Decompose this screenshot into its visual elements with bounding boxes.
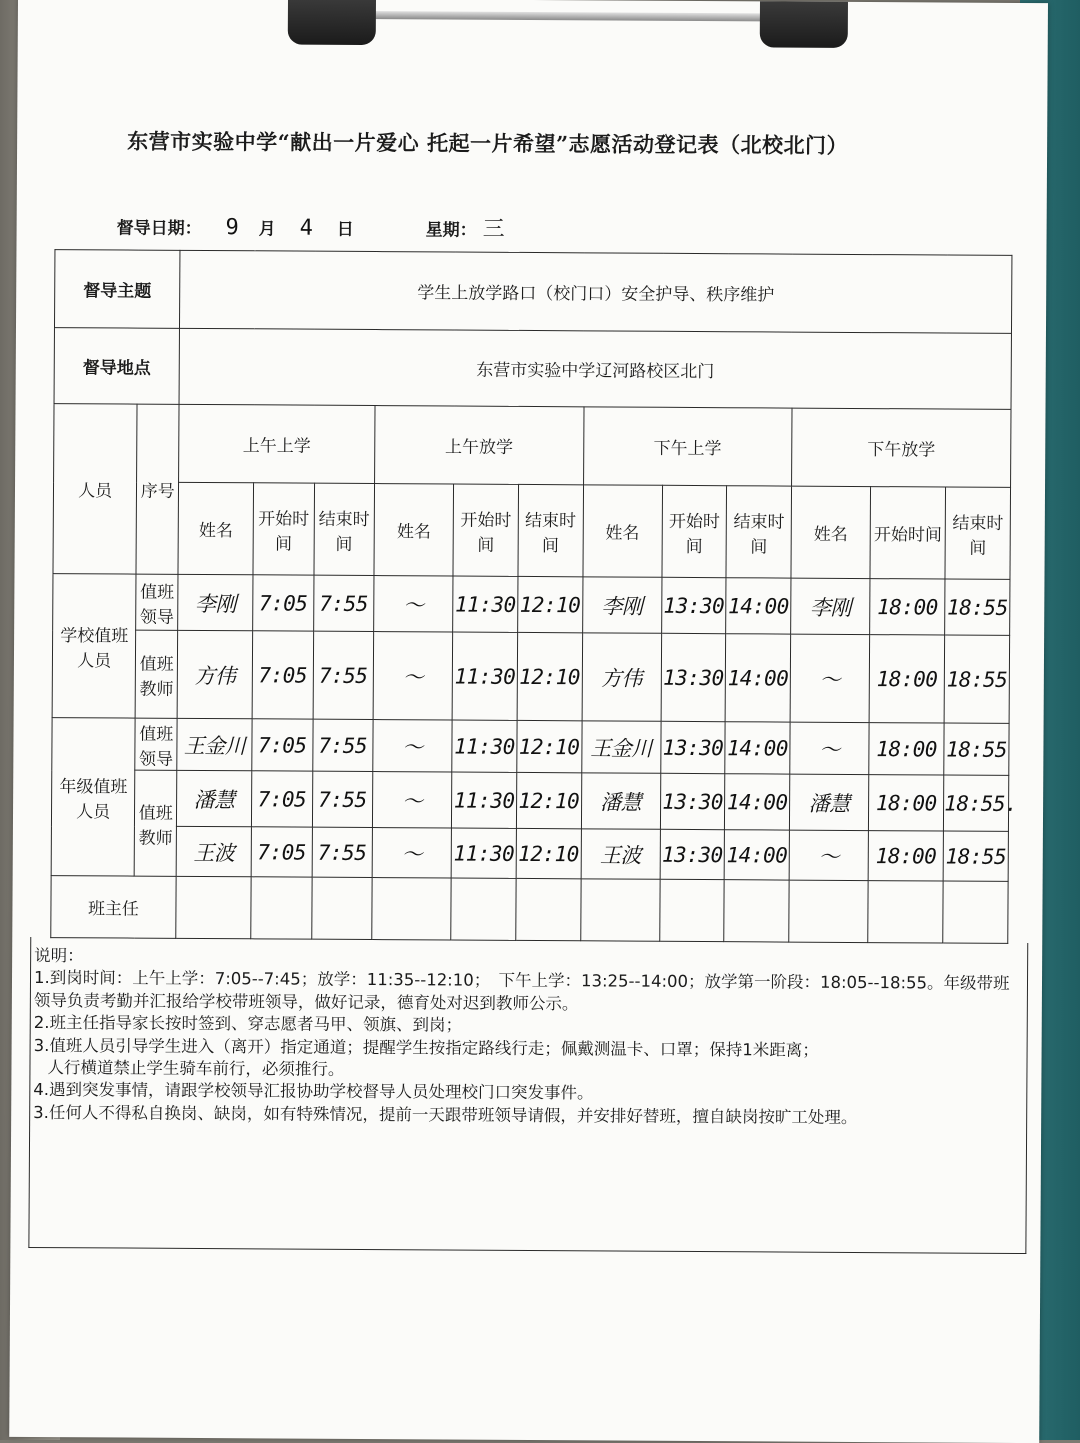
cell: 18:55 <box>944 635 1009 723</box>
cell-empty <box>943 881 1008 943</box>
cell: 11:30 <box>452 772 517 828</box>
place-row <box>54 328 1011 410</box>
cell: 〜 <box>373 720 453 772</box>
cell: 7:05 <box>253 575 314 631</box>
cell: 14:00 <box>725 774 790 830</box>
cell: 7:55 <box>313 575 374 631</box>
cell: 〜 <box>374 576 454 632</box>
note-item: 3.值班人员引导学生进入（离开）指定通道；提醒学生按指定路线行走；佩戴测温卡、口罩；保持1米距离； <box>33 1035 819 1060</box>
row-role: 值班领导 <box>136 574 178 630</box>
notes-heading: 说明： <box>34 945 84 966</box>
cell-empty <box>311 877 372 939</box>
name-header: 姓名 <box>374 484 454 576</box>
cell: 7:05 <box>252 771 313 827</box>
people-header: 人员 <box>53 404 137 575</box>
date-day: 4 <box>299 215 313 241</box>
cell: 方伟 <box>177 630 253 718</box>
cell: 李刚 <box>582 577 662 633</box>
cell: 13:30 <box>660 773 725 829</box>
cell: 11:30 <box>452 720 517 772</box>
row-role: 值班教师 <box>135 630 177 718</box>
note-item: 人行横道禁止学生骑车前行，必须推行。 <box>47 1058 345 1079</box>
period-header: 上午放学 <box>375 406 584 485</box>
cell: 14:00 <box>725 722 790 774</box>
cell: 18:00 <box>870 579 945 635</box>
register-table <box>50 249 1018 944</box>
theme-label: 督导主题 <box>54 250 180 329</box>
cell-empty <box>516 878 581 940</box>
row-role: 值班领导 <box>135 718 177 770</box>
table-row <box>51 826 1008 882</box>
cell-empty <box>372 878 452 940</box>
cell: 18:55 <box>943 831 1008 881</box>
cell: 18:00 <box>869 775 944 831</box>
cell: 18:55. <box>944 775 1009 831</box>
cell: 13:30 <box>661 633 726 721</box>
cell: 12:10 <box>516 828 581 878</box>
head-teacher-row <box>51 876 1008 944</box>
cell: 12:10 <box>516 772 581 828</box>
cell-empty <box>580 879 660 941</box>
start-header: 开始时间 <box>253 483 314 575</box>
cell: 11:30 <box>452 632 517 720</box>
cell: 〜 <box>790 634 870 722</box>
theme-value: 学生上放学路口（校门口）安全护导、秩序维护 <box>180 250 1012 333</box>
start-header: 开始时间 <box>453 484 518 576</box>
cell: 7:55 <box>312 719 373 771</box>
cell: 18:55 <box>944 723 1009 775</box>
end-header: 结束时间 <box>314 483 375 575</box>
group-school: 学校值班人员 <box>52 574 136 719</box>
cell: 7:05 <box>251 827 312 877</box>
cell-empty <box>789 880 869 942</box>
table-row <box>53 574 1010 636</box>
table-row <box>51 770 1008 832</box>
date-line <box>117 209 505 242</box>
clipboard-clip <box>288 0 848 50</box>
theme-row <box>54 250 1011 334</box>
cell-empty <box>724 880 789 942</box>
name-header: 姓名 <box>582 485 662 577</box>
weekday-label: 星期： <box>425 220 477 241</box>
cell: 〜 <box>373 632 453 720</box>
seq-header: 序号 <box>136 404 179 574</box>
cell: 13:30 <box>660 721 725 773</box>
cell: 18:00 <box>869 635 945 723</box>
note-item: 4.遇到突发事情，请跟学校领导汇报协助学校督导人员处理校门口突发事件。 <box>33 1080 594 1103</box>
cell-empty <box>251 877 312 939</box>
cell: 王波 <box>581 829 661 879</box>
cell: 李刚 <box>178 574 253 630</box>
clip-lug-right <box>760 1 848 48</box>
cell: 13:30 <box>661 577 726 633</box>
notes-section <box>33 945 1024 1130</box>
cell: 7:05 <box>252 631 313 719</box>
cell: 潘慧 <box>581 773 661 829</box>
cell: 王金川 <box>177 718 252 770</box>
cell: 12:10 <box>517 632 582 720</box>
group-grade: 年级值班人员 <box>51 718 135 877</box>
group-head-teacher: 班主任 <box>51 876 176 939</box>
cell: 12:10 <box>517 720 582 772</box>
cell: 7:05 <box>252 719 313 771</box>
date-month: 9 <box>225 215 239 241</box>
cell: 18:55 <box>945 579 1010 635</box>
cell: 方伟 <box>582 633 662 721</box>
cell: 14:00 <box>726 578 791 634</box>
name-header: 姓名 <box>791 486 871 578</box>
note-item: 3.任何人不得私自换岗、缺岗，如有特殊情况，提前一天跟带班领导请假，并安排好替班，擅自缺岗按旷工处理。 <box>33 1102 858 1127</box>
note-item: 1.到岗时间：上午上学：7:05--7:45；放学：11:35--12:10； 下午上学：13:25--14:00；放学第一阶段：18:05--18:55。年级带班领导负责考勤并汇报给学校带班领导，做好记录，德育处对迟到教师公示。 <box>33 968 1010 1014</box>
date-label: 督导日期： <box>116 218 202 239</box>
cell-empty <box>659 879 724 941</box>
end-header: 结束时间 <box>518 484 583 576</box>
end-header: 结束时间 <box>945 487 1010 579</box>
cell: 14:00 <box>725 634 790 722</box>
column-header-row <box>53 482 1011 580</box>
place-label: 督导地点 <box>54 328 180 405</box>
cell: 13:30 <box>660 829 725 879</box>
clip-wire <box>368 11 768 21</box>
cell: 18:00 <box>869 723 944 775</box>
name-header: 姓名 <box>178 482 254 574</box>
cell-empty <box>176 876 251 938</box>
clip-lug-left <box>288 0 376 45</box>
cell: 李刚 <box>791 578 871 634</box>
cell: 〜 <box>372 772 452 828</box>
cell: 王金川 <box>581 721 661 773</box>
cell: 14:00 <box>724 830 789 880</box>
cell: 潘慧 <box>177 770 252 826</box>
cell: 18:00 <box>868 831 943 881</box>
note-item: 2.班主任指导家长按时签到、穿志愿者马甲、领旗、到岗； <box>33 1013 463 1035</box>
day-unit: 日 <box>336 219 354 240</box>
paper-sheet <box>9 0 1048 1443</box>
end-header: 结束时间 <box>726 486 791 578</box>
period-header: 上午上学 <box>179 404 375 483</box>
cell: 11:30 <box>451 828 516 878</box>
start-header: 开始时间 <box>662 485 727 577</box>
cell: 7:55 <box>312 771 373 827</box>
start-header: 开始时间 <box>870 487 946 579</box>
cell: 潘慧 <box>789 774 869 830</box>
cell-empty <box>868 881 943 943</box>
row-role: 值班教师 <box>135 770 177 876</box>
cell: 7:55 <box>313 631 374 719</box>
place-value: 东营市实验中学辽河路校区北门 <box>179 328 1011 409</box>
month-unit: 月 <box>258 219 276 240</box>
cell: 7:55 <box>312 827 373 877</box>
weekday-value: 三 <box>482 216 505 242</box>
table-row <box>52 718 1009 776</box>
cell: 王波 <box>176 826 251 876</box>
cell: 〜 <box>789 830 869 880</box>
cell: 〜 <box>790 722 870 774</box>
table-row <box>52 630 1010 724</box>
period-header: 下午上学 <box>583 407 792 486</box>
form-title: 东营市实验中学“献出一片爱心 托起一片希望”志愿活动登记表（北校北门） <box>127 128 849 158</box>
period-header-row <box>54 404 1011 488</box>
cell-empty <box>451 878 516 940</box>
cell: 11:30 <box>453 576 518 632</box>
period-header: 下午放学 <box>792 408 1012 487</box>
cell: 〜 <box>372 828 452 878</box>
cell: 12:10 <box>518 576 583 632</box>
